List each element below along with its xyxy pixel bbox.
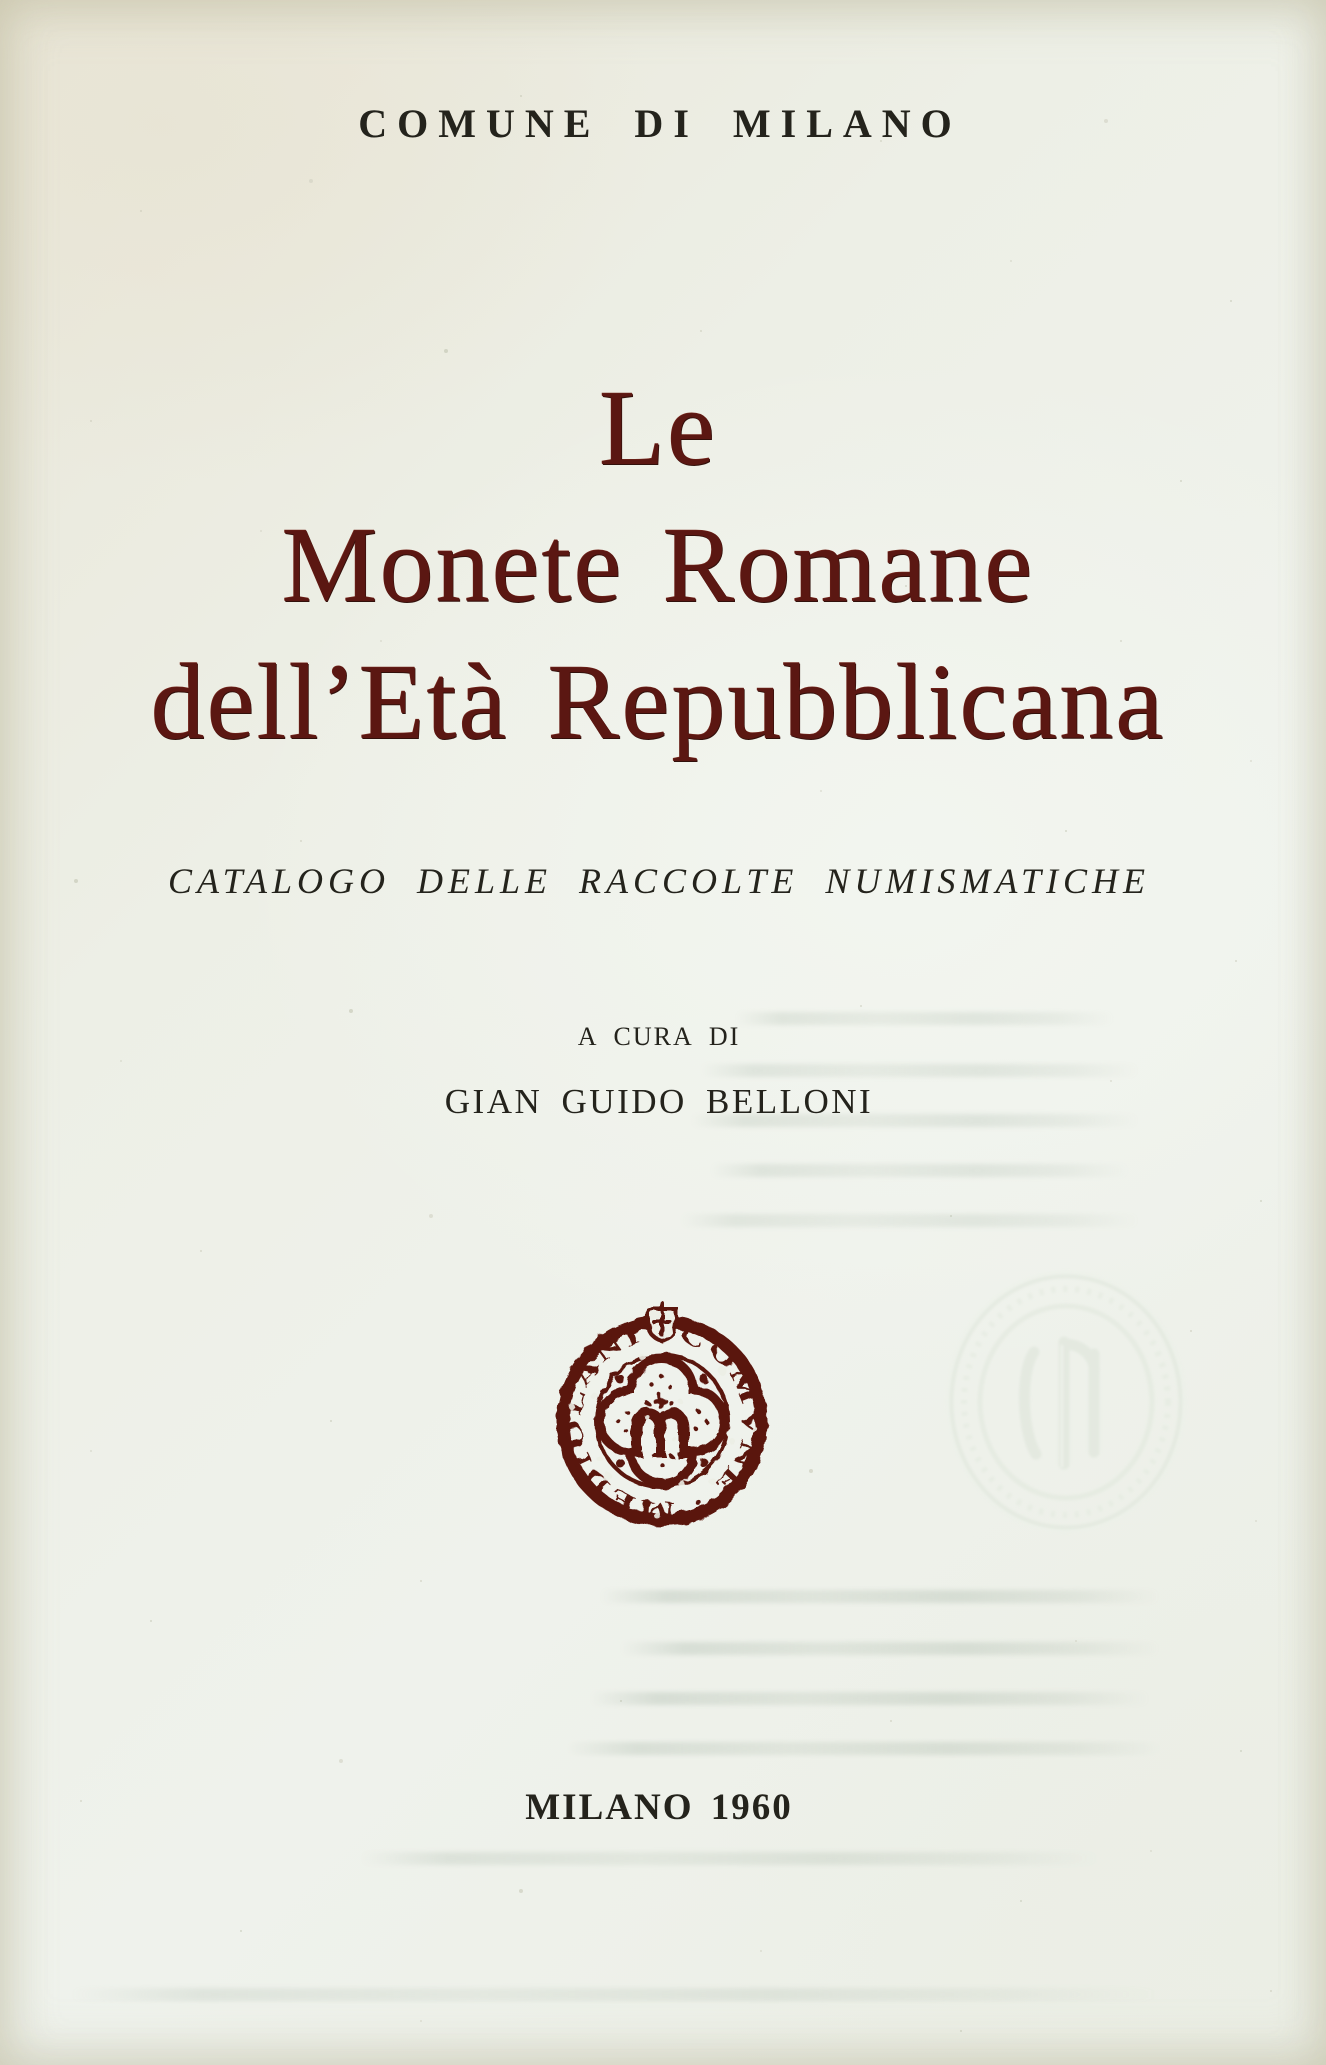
- bleed-through-line: [710, 1164, 1130, 1177]
- bleed-through-line: [360, 1852, 1100, 1865]
- bleed-through-line: [620, 1642, 1160, 1655]
- bleed-through-line: [700, 1064, 1140, 1077]
- bleed-through-line: [70, 1988, 1160, 2001]
- bleed-through-line: [590, 1692, 1150, 1705]
- subtitle-line: CATALOGO DELLE RACCOLTE NUMISMATICHE: [168, 861, 1150, 901]
- imprint-line: MILANO 1960: [525, 1787, 793, 1828]
- bleed-through-line: [600, 1590, 1160, 1603]
- seal-legend-text: COMVNE · MEDIOLANI: [559, 1320, 765, 1524]
- seal-texture-flecks: [569, 1354, 757, 1520]
- editor-name: GIAN GUIDO BELLONI: [444, 1082, 874, 1121]
- edited-by-label: A CURA DI: [577, 1022, 741, 1051]
- seal-shield-cross-icon: [648, 1303, 676, 1341]
- embossed-stamp: [948, 1273, 1184, 1531]
- milan-coin-seal: [559, 1303, 765, 1524]
- title-line-3: dell’Età Repubblicana: [150, 643, 1166, 762]
- paper-speckle-texture: [0, 0, 2, 2]
- seal-quatrefoil: [600, 1359, 724, 1483]
- book-title: [0, 360, 1326, 771]
- bleed-through-line: [565, 1742, 1165, 1755]
- title-line-2: Monete Romane: [281, 506, 1035, 625]
- publisher-line: COMUNE DI MILANO: [358, 101, 962, 146]
- seal-corner-trefoils: [616, 1375, 709, 1468]
- bleed-through-line: [680, 1214, 1140, 1227]
- title-line-1: Le: [599, 369, 717, 488]
- embossed-monogram: [1024, 1342, 1094, 1464]
- seal-center-letter-m: [629, 1395, 691, 1455]
